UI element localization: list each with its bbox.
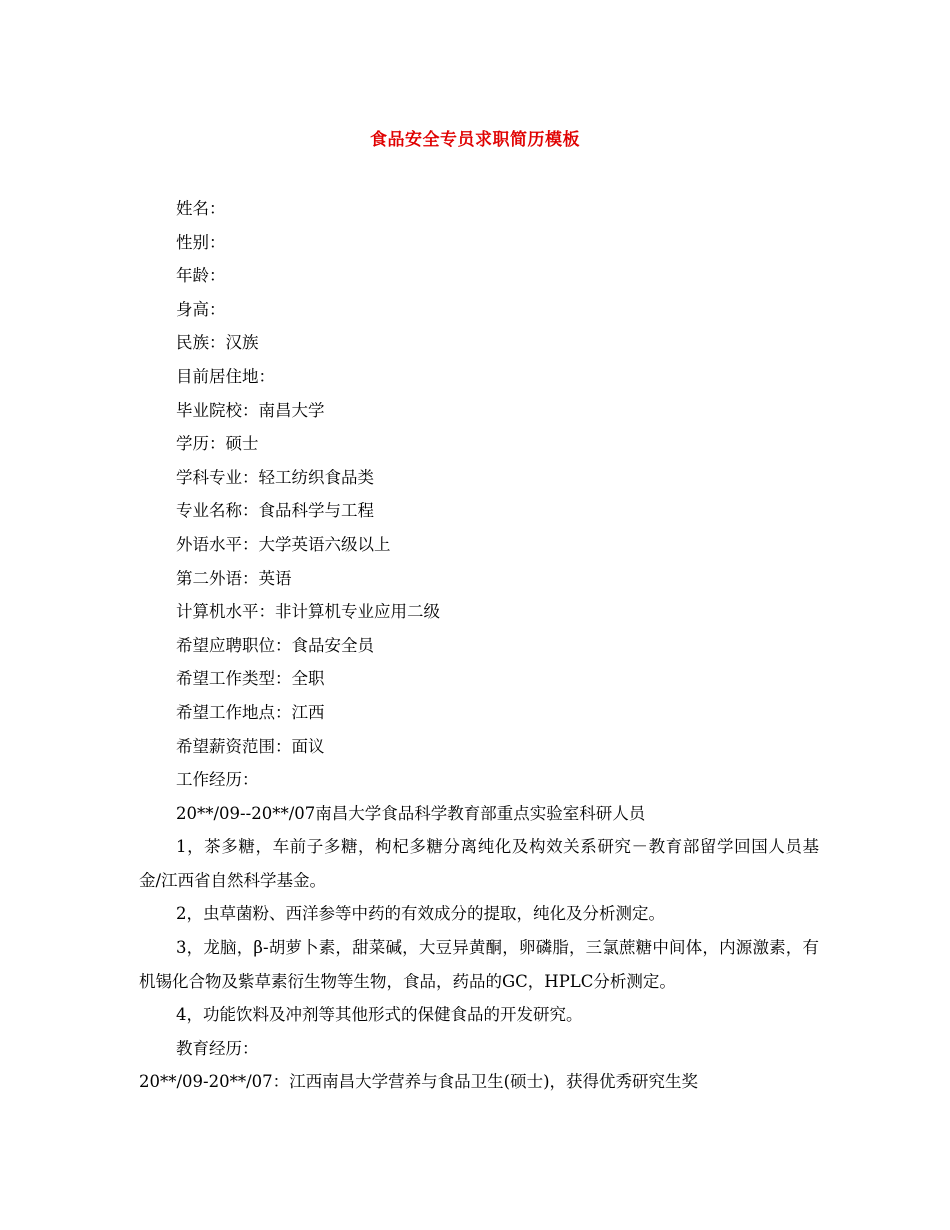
field-residence: 目前居住地： bbox=[176, 366, 275, 386]
field-work-location: 希望工作地点：江西 bbox=[176, 702, 325, 722]
field-degree: 学历：硕士 bbox=[176, 434, 259, 454]
resume-body bbox=[139, 192, 819, 1099]
field-job-type: 希望工作类型：全职 bbox=[176, 669, 325, 689]
education-heading: 教育经历： bbox=[176, 1038, 259, 1058]
work-item-3: 3，龙脑，β-胡萝卜素，甜菜碱，大豆异黄酮，卵磷脂，三氯蔗糖中间体，内源激素，有机锡化合物及紫草素衍生物等生物，食品，药品的GC，HPLC分析测定。 bbox=[139, 938, 819, 991]
field-height: 身高： bbox=[176, 299, 226, 319]
field-gender: 性别： bbox=[176, 232, 226, 252]
document-title: 食品安全专员求职简历模板 bbox=[370, 130, 580, 150]
field-salary: 希望薪资范围：面议 bbox=[176, 736, 325, 756]
field-desired-position: 希望应聘职位：食品安全员 bbox=[176, 635, 374, 655]
field-name: 姓名： bbox=[176, 199, 226, 218]
field-computer-level: 计算机水平：非计算机专业应用二级 bbox=[176, 602, 440, 622]
field-foreign-language: 外语水平：大学英语六级以上 bbox=[176, 534, 391, 554]
work-item-1: 1，茶多糖，车前子多糖，枸杞多糖分离纯化及构效关系研究－教育部留学回国人员基金/江西省自然科学基金。 bbox=[139, 837, 819, 890]
work-experience-entry: 20**/09--20**/07南昌大学食品科学教育部重点实验室科研人员 bbox=[176, 803, 646, 823]
work-item-4: 4，功能饮料及冲剂等其他形式的保健食品的开发研究。 bbox=[176, 1005, 583, 1025]
field-ethnicity: 民族：汉族 bbox=[176, 333, 259, 353]
work-experience-heading: 工作经历： bbox=[176, 770, 259, 790]
field-school: 毕业院校：南昌大学 bbox=[176, 400, 325, 420]
field-discipline: 学科专业：轻工纺织食品类 bbox=[176, 467, 374, 487]
education-entry: 20**/09-20**/07：江西南昌大学营养与食品卫生(硕士)，获得优秀研究生奖 bbox=[139, 1072, 699, 1092]
field-major: 专业名称：食品科学与工程 bbox=[176, 501, 374, 521]
field-age: 年龄： bbox=[176, 266, 226, 286]
field-second-language: 第二外语：英语 bbox=[176, 568, 292, 588]
work-item-2: 2，虫草菌粉、西洋参等中药的有效成分的提取，纯化及分析测定。 bbox=[176, 904, 665, 924]
